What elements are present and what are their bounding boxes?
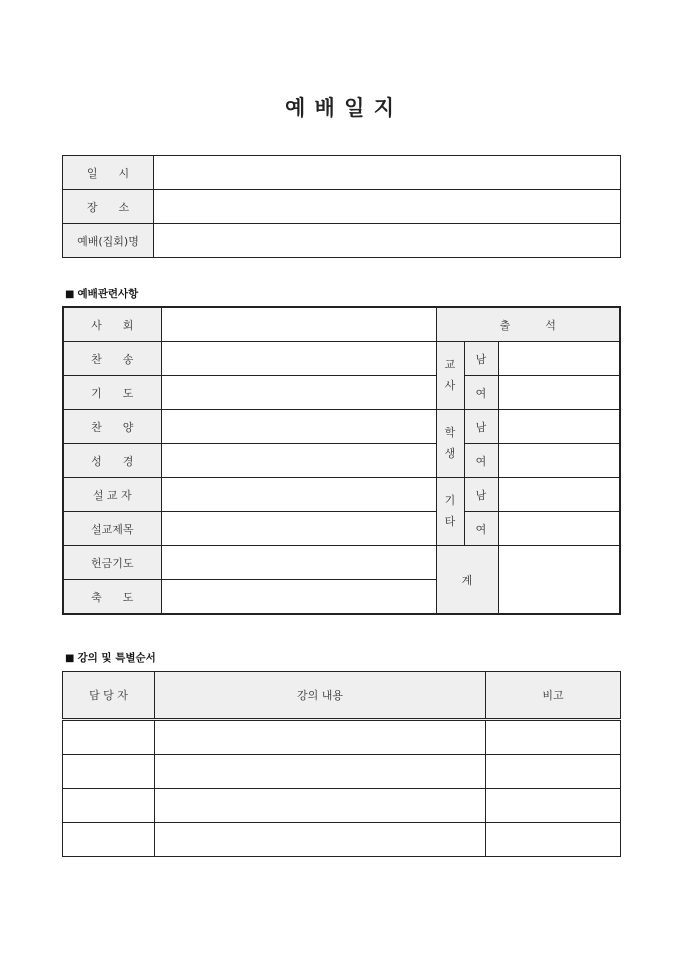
row-praise [63,410,620,444]
scripture-label: 성 경 [63,444,161,478]
student-female-label: 여 [464,444,498,478]
preacher-field[interactable] [161,478,436,512]
student-male-label: 남 [464,410,498,444]
benediction-label: 축 도 [63,580,161,615]
header-content: 강의 내용 [155,672,486,720]
row-prayer [63,376,620,410]
person-cell[interactable] [63,823,155,857]
info-table [62,155,621,258]
student-female-field[interactable] [498,444,620,478]
hymn-label: 찬 송 [63,342,161,376]
section-title: 강의 및 특별순서 [77,652,156,664]
note-cell[interactable] [486,823,621,857]
sermon-title-label: 설교제목 [63,512,161,546]
leader-label: 사 회 [63,307,161,342]
place-label: 장 소 [63,190,154,224]
content-cell[interactable] [155,720,486,755]
datetime-label: 일 시 [63,156,154,190]
table-row [63,823,621,857]
prayer-label: 기 도 [63,376,161,410]
total-label: 계 [436,546,498,615]
note-cell[interactable] [486,789,621,823]
sermon-title-field[interactable] [161,512,436,546]
benediction-field[interactable] [161,580,436,615]
offering-prayer-field[interactable] [161,546,436,580]
lecture-table [62,671,621,857]
person-cell[interactable] [63,789,155,823]
hymn-field[interactable] [161,342,436,376]
scripture-field[interactable] [161,444,436,478]
offering-prayer-label: 헌금기도 [63,546,161,580]
header-note: 비고 [486,672,621,720]
datetime-field[interactable] [154,156,621,190]
total-field[interactable] [498,546,620,615]
section-title: 예배관련사항 [77,288,139,300]
praise-label: 찬 양 [63,410,161,444]
row-offering-prayer [63,546,620,580]
section-heading-lecture [65,650,156,665]
other-female-label: 여 [464,512,498,546]
attendance-header: 출 석 [436,307,620,342]
square-bullet-icon: ■ [65,653,75,664]
content-cell[interactable] [155,823,486,857]
leader-field[interactable] [161,307,436,342]
info-row-datetime [63,156,621,190]
section-heading-worship [65,286,138,301]
lecture-table-header [63,672,621,720]
person-cell[interactable] [63,720,155,755]
teacher-male-label: 남 [464,342,498,376]
preacher-label: 설 교 자 [63,478,161,512]
row-sermon-title [63,512,620,546]
info-row-place [63,190,621,224]
row-preacher [63,478,620,512]
teacher-label: 교 사 [436,342,464,410]
square-bullet-icon: ■ [65,289,75,300]
person-cell[interactable] [63,755,155,789]
place-field[interactable] [154,190,621,224]
table-row [63,789,621,823]
other-male-label: 남 [464,478,498,512]
student-male-field[interactable] [498,410,620,444]
page-title: 예 배 일 지 [284,96,396,120]
teacher-male-field[interactable] [498,342,620,376]
prayer-field[interactable] [161,376,436,410]
content-cell[interactable] [155,789,486,823]
other-male-field[interactable] [498,478,620,512]
service-name-label: 예배(집회)명 [63,224,154,258]
row-scripture [63,444,620,478]
note-cell[interactable] [486,755,621,789]
header-person: 담 당 자 [63,672,155,720]
row-hymn [63,342,620,376]
student-label: 학 생 [436,410,464,478]
table-row [63,755,621,789]
other-female-field[interactable] [498,512,620,546]
content-cell[interactable] [155,755,486,789]
service-name-field[interactable] [154,224,621,258]
table-row [63,720,621,755]
worship-table [62,306,621,615]
praise-field[interactable] [161,410,436,444]
teacher-female-field[interactable] [498,376,620,410]
other-label: 기 타 [436,478,464,546]
note-cell[interactable] [486,720,621,755]
row-leader [63,307,620,342]
teacher-female-label: 여 [464,376,498,410]
info-row-service-name [63,224,621,258]
